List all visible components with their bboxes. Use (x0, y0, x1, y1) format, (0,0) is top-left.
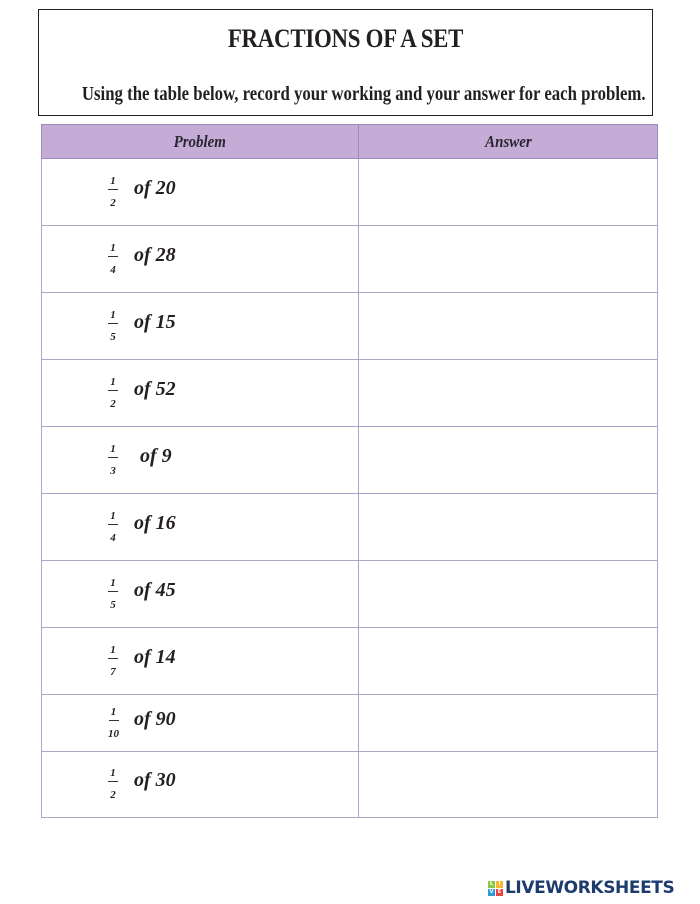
fraction-denominator: 2 (110, 397, 116, 410)
fraction-denominator: 2 (110, 789, 116, 801)
logo-letter-tile: I (496, 881, 503, 888)
table-row (42, 494, 658, 561)
liveworksheets-logo (488, 878, 674, 898)
answer-cell[interactable] (359, 427, 658, 494)
worksheet-title: FRACTIONS OF A SET (227, 24, 464, 53)
problem-quantity: of 52 (134, 377, 176, 400)
table-header-row (42, 125, 658, 159)
fraction-numerator: 1 (108, 243, 118, 257)
answer-cell[interactable] (359, 628, 658, 695)
instructions-text: Using the table below, record your working and your answer for each problem. (81, 84, 646, 105)
problem-cell (42, 159, 359, 226)
answer-cell[interactable] (359, 159, 658, 226)
fraction (108, 377, 118, 410)
fraction (108, 511, 118, 544)
table-row (42, 427, 658, 494)
column-header-answer (359, 125, 658, 159)
problem-cell (42, 293, 359, 360)
problem-quantity: of 14 (134, 645, 176, 668)
answer-cell[interactable] (359, 695, 658, 752)
fraction-denominator: 3 (110, 464, 116, 477)
fraction (108, 645, 118, 678)
problem-quantity: of 28 (134, 243, 176, 266)
problem-cell (42, 561, 359, 628)
fraction (108, 176, 118, 209)
fraction (108, 578, 118, 611)
answer-cell[interactable] (359, 561, 658, 628)
fraction-numerator: 1 (108, 176, 118, 190)
logo-letter-tile: V (489, 888, 494, 895)
fraction-numerator: 1 (108, 578, 118, 592)
problem-cell (42, 226, 359, 293)
table-row (42, 752, 658, 818)
fraction-denominator: 4 (110, 263, 116, 276)
problem-quantity: of 16 (134, 511, 176, 534)
problem-quantity: of 9 (140, 444, 172, 467)
logo-letter-tile: L (489, 880, 494, 887)
problem-quantity: of 15 (134, 310, 176, 333)
fraction-denominator: 2 (110, 196, 116, 209)
fraction (108, 768, 118, 801)
fraction-numerator: 1 (108, 377, 118, 391)
fraction-numerator: 1 (108, 511, 118, 525)
fraction-denominator: 4 (110, 531, 116, 544)
problem-cell (42, 494, 359, 561)
problem-cell (42, 628, 359, 695)
table-row (42, 628, 658, 695)
fraction-numerator: 1 (108, 768, 118, 782)
problem-quantity: of 20 (134, 176, 176, 199)
header-box (38, 9, 653, 116)
logo-text: LIVEWORKSHEETS (505, 878, 675, 898)
problem-cell (42, 695, 359, 752)
fraction (108, 310, 118, 343)
problems-table (41, 124, 658, 818)
problem-cell (42, 752, 359, 818)
problem-quantity: of 30 (134, 769, 176, 791)
fraction (108, 243, 118, 276)
column-header-answer-label: Answer (484, 131, 532, 151)
fraction (108, 707, 119, 740)
column-header-problem (42, 125, 359, 159)
fraction-numerator: 1 (108, 310, 118, 324)
fraction-denominator: 5 (110, 598, 116, 611)
fraction-denominator: 5 (110, 330, 116, 343)
table-row (42, 293, 658, 360)
logo-letter-tile: E (497, 888, 502, 895)
logo-icon (488, 881, 503, 896)
table-row (42, 159, 658, 226)
problem-cell (42, 427, 359, 494)
answer-cell[interactable] (359, 293, 658, 360)
table-row (42, 226, 658, 293)
table-row (42, 695, 658, 752)
fraction-denominator: 7 (110, 665, 116, 678)
problem-quantity: of 45 (134, 578, 176, 601)
answer-cell[interactable] (359, 360, 658, 427)
table-row (42, 561, 658, 628)
fraction-numerator: 1 (109, 707, 119, 721)
column-header-problem-label: Problem (173, 131, 227, 151)
fraction-denominator: 10 (108, 727, 119, 740)
fraction-numerator: 1 (108, 444, 118, 458)
fraction (108, 444, 118, 477)
answer-cell[interactable] (359, 752, 658, 818)
answer-cell[interactable] (359, 226, 658, 293)
problem-cell (42, 360, 359, 427)
fraction-numerator: 1 (108, 645, 118, 659)
answer-cell[interactable] (359, 494, 658, 561)
problem-quantity: of 90 (134, 707, 176, 730)
table-row (42, 360, 658, 427)
